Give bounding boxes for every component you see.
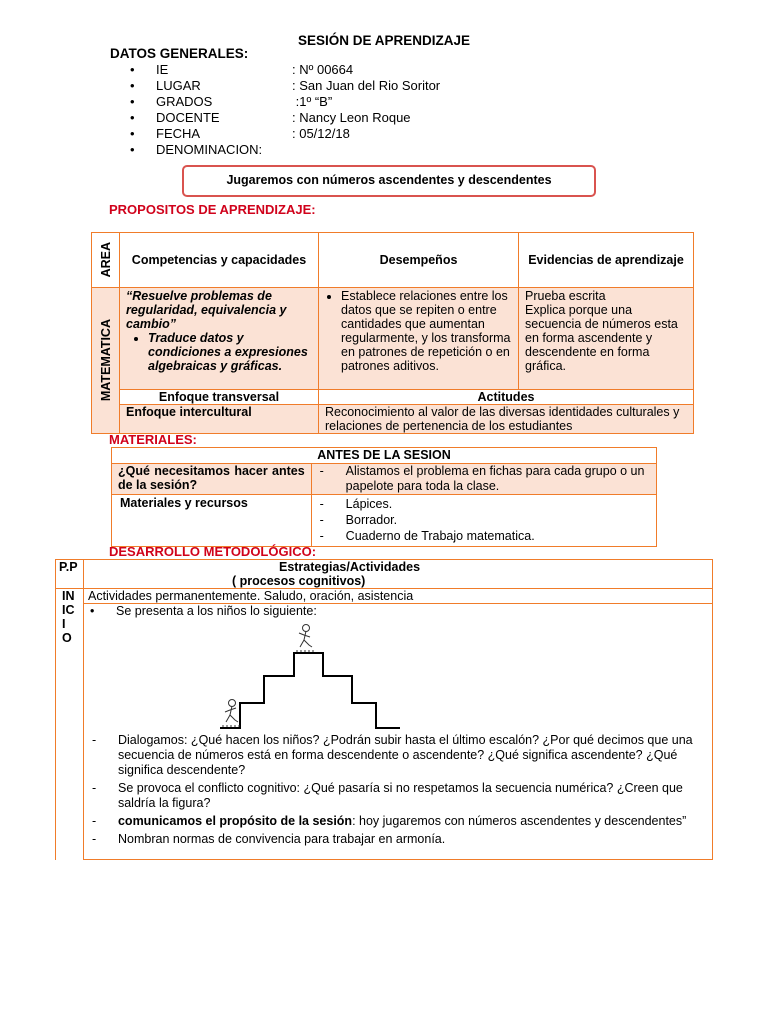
list-item — [130, 110, 440, 126]
datos-key: GRADOS — [156, 94, 213, 109]
materiales-heading: MATERIALES: — [109, 432, 197, 447]
datos-key: FECHA — [156, 126, 201, 141]
list-item — [130, 62, 440, 78]
col-area-header: AREA — [98, 242, 113, 278]
col-pp-header: P.P — [56, 560, 84, 589]
denominacion-box: Jugaremos con números ascendentes y descendentes — [182, 165, 596, 197]
capacidad-text: • Traduce datos y condiciones a expresiones algebraicas y gráficas. — [148, 331, 312, 373]
enfoque-header: Enfoque transversal — [120, 390, 319, 405]
staircase-figure — [210, 618, 410, 732]
propositos-table — [91, 232, 694, 434]
col-desempenos-header: Desempeños — [319, 233, 519, 288]
desarrollo-table: P.P Estrategias/Actividades ( procesos cognitivos) IN IC I O Actividades permanentemente. Saludo, oración, asistencia • Se presenta a los niños lo siguiente: - Dialogamos: ¿Qué hacen los niños? ¿Podrán subir hasta el último escalón? ¿Por qué decimos que una secuencia de números está en forma descendente o ascendente? ¿Qué significa ascendente? ¿Qué significa descendente? - Se provoca el conflicto cognitivo: ¿Qué pasaría si no respetamos la secuencia numérica? ¿Creen que saldría la figura? - comunicamos el propósito de la sesión: hoy jugaremos con números ascendentes y descendentes” - Nombran normas de convivencia para trabajar en armonía. — [55, 559, 713, 860]
desempeno-text: • Establece relaciones entre los datos que se repiten o entre cantidades que aumentan regularmente, y los transforma en patrones de repetición o en patrones aditivos. — [341, 289, 514, 373]
enfoque-text: Enfoque intercultural — [120, 405, 319, 434]
datos-key: DOCENTE — [156, 110, 220, 125]
list-item: - Lápices. — [319, 497, 393, 511]
area-label: MATEMATICA — [98, 319, 113, 402]
desarrollo-heading: DESARROLLO METODOLÓGICO: — [109, 544, 317, 559]
datos-generales-list — [130, 62, 440, 158]
list-item: - Borrador. — [319, 513, 398, 527]
datos-value: : Nancy Leon Roque — [292, 110, 411, 125]
competencia-text: “Resuelve problemas de regularidad, equivalencia y cambio” — [126, 289, 287, 331]
propositos-heading: PROPOSITOS DE APRENDIZAJE: — [109, 202, 316, 217]
actitud-text: Reconocimiento al valor de las diversas identidades culturales y relaciones de pertenencia de los estudiantes — [319, 405, 694, 434]
list-item: - Se provoca el conflicto cognitivo: ¿Qué pasaría si no respetamos la secuencia numérica? ¿Creen que saldría la figura? — [91, 781, 683, 810]
evidencia-text: Explica porque una secuencia de números esta en forma ascendente y descendente en forma gráfica. — [525, 303, 678, 373]
antes-sesion-title: ANTES DE LA SESION — [112, 448, 657, 464]
list-item — [130, 142, 440, 158]
col-estrategias-sub: ( procesos cognitivos) — [231, 574, 366, 588]
datos-key: IE — [156, 62, 169, 77]
datos-key: DENOMINACION: — [156, 142, 263, 157]
actitudes-header: Actitudes — [319, 390, 694, 405]
datos-key: LUGAR — [156, 78, 201, 93]
datos-generales-heading: DATOS GENERALES: — [110, 46, 249, 61]
list-item — [130, 78, 440, 94]
datos-value: : San Juan del Rio Soritor — [292, 78, 441, 93]
running-child-icon — [222, 700, 240, 727]
list-item — [130, 94, 440, 110]
col-competencias-header: Competencias y capacidades — [120, 233, 319, 288]
permanentes-text: Actividades permanentemente. Saludo, oración, asistencia — [83, 589, 712, 604]
evidencia-text: Prueba escrita — [525, 289, 606, 303]
list-item: - Nombran normas de convivencia para trabajar en armonía. — [91, 832, 446, 846]
list-item: - Dialogamos: ¿Qué hacen los niños? ¿Podrán subir hasta el último escalón? ¿Por qué decimos que una secuencia de números está en forma descendente o ascendente? ¿Qué significa ascendente? ¿Qué significa descendente? — [91, 733, 693, 777]
recursos-label: Materiales y recursos — [112, 495, 312, 547]
datos-value: :1º “B” — [292, 94, 333, 109]
list-item: - Cuaderno de Trabajo matematica. — [319, 529, 535, 543]
col-evidencias-header: Evidencias de aprendizaje — [519, 233, 694, 288]
datos-value: : 05/12/18 — [292, 126, 350, 141]
pregunta-text: ¿Qué necesitamos hacer antes de la sesión? — [112, 464, 312, 495]
list-item: - comunicamos el propósito de la sesión: hoy jugaremos con números ascendentes y descendentes” — [91, 814, 687, 828]
col-estrategias-header: Estrategias/Actividades — [278, 560, 421, 574]
materiales-table: ANTES DE LA SESION ¿Qué necesitamos hacer antes de la sesión? - Alistamos el problema en fichas para cada grupo o un papelote para toda la clase. Materiales y recursos - Lápices. - Borrador. - Cuaderno de Trabajo matematica. — [111, 447, 657, 547]
presenta-text: Se presenta a los niños lo siguiente: — [115, 604, 317, 618]
list-item — [130, 126, 440, 142]
datos-value: : Nº 00664 — [292, 62, 354, 77]
running-child-icon — [296, 625, 316, 652]
page-title: SESIÓN DE APRENDIZAJE — [297, 33, 471, 48]
phase-inicio: IN IC I O — [56, 589, 84, 860]
alistamos-text: Alistamos el problema en fichas para cada grupo o un papelote para toda la clase. — [345, 464, 645, 493]
